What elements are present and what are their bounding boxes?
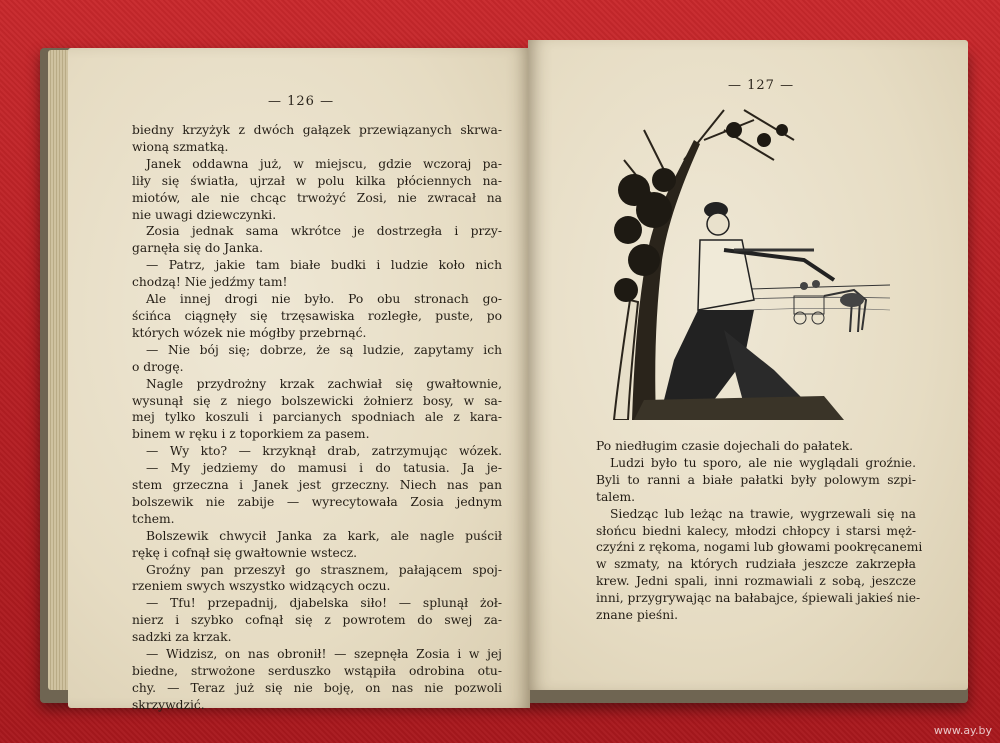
text-line: tchem. <box>132 511 175 526</box>
text-line: Ale innej drogi nie było. Po obu stronach go- <box>146 292 502 307</box>
right-page <box>528 40 968 690</box>
text-line: ścińca ciągnęły się trzęsawiska rozległe, puste, po <box>132 308 502 323</box>
illustration <box>604 100 890 420</box>
text-line: garnęła się do Janka. <box>132 241 263 256</box>
text-line: Nagle przydrożny krzak zachwiał się gwałtownie, <box>146 376 502 391</box>
text-line: Byli to ranni a białe pałatki były polowym szpi- <box>596 472 916 487</box>
text-line: których wózek nie mógłby przebrnąć. <box>132 325 367 340</box>
text-line: rękę i cofnął się gwałtownie wstecz. <box>132 545 358 560</box>
text-line: sadzki za krzak. <box>132 630 232 645</box>
text-line: talem. <box>596 489 636 504</box>
text-line: czyźni z rękoma, nogami lub głowami pookręcanemi <box>596 540 923 555</box>
text-line: — Patrz, jakie tam białe budki i ludzie koło nich <box>146 258 502 273</box>
text-line: Po niedługim czasie dojechali do pałatek. <box>596 439 854 453</box>
text-line: w szmaty, na których rudziała jeszcze zakrzepła <box>596 557 916 572</box>
left-page-text <box>132 122 502 714</box>
text-line: — Wy kto? — krzyknął drab, zatrzymując wózek. <box>146 444 502 459</box>
text-line: stem grzeczna i Janek jest grzeczny. Niech nas pan <box>132 478 502 493</box>
text-line: biedny krzyżyk z dwóch gałązek przewiązanych skrwa- <box>132 123 502 137</box>
text-line: słońcu biedni kalecy, młodzi chłopcy i starsi męż- <box>596 523 916 538</box>
page-number-right: — 127 — <box>728 78 795 93</box>
text-line: wysunął się z niego bolszewicki żołnierz bosy, w sa- <box>132 393 502 408</box>
text-line: Groźny pan przeszył go strasznem, pałającem spoj- <box>146 562 502 577</box>
left-page <box>68 48 530 712</box>
text-line: biedne, strwożone serduszko wstąpiła odrobina otu- <box>132 664 502 678</box>
text-line: mej tylko koszuli i parcianych spodniach ale z kara- <box>132 410 502 425</box>
text-line: wioną szmatką. <box>132 139 229 154</box>
text-line: — My jedziemy do mamusi i do tatusia. Ja je- <box>146 461 502 476</box>
text-line: skrzywdzić. <box>132 697 205 712</box>
text-line: binem w ręku i z toporkiem za pasem. <box>132 427 370 442</box>
text-line: — Tfu! przepadnij, djabelska siło! — splunął żoł- <box>146 596 502 611</box>
right-page-text <box>596 438 923 624</box>
text-line: krew. Jedni spali, inni rozmawiali z sobą, jeszcze <box>596 574 916 589</box>
text-line: znane pieśni. <box>596 608 678 623</box>
text-line: inni, przygrywając na bałabajce, śpiewali jakieś nie- <box>596 591 921 606</box>
text-line: Ludzi było tu sporo, ale nie wyglądali groźnie. <box>610 455 916 470</box>
text-line: Zosia jednak sama wkrótce je dostrzegła i przy- <box>146 224 502 239</box>
text-line: bolszewik nie zabije — wyrecytowała Zosia jednym <box>132 494 502 509</box>
text-line: chy. — Teraz już się nie boję, on nas nie pozwoli <box>132 680 502 695</box>
text-line: liły się światła, ujrzał w polu kilka płóciennych na- <box>132 173 502 188</box>
text-line: chodzą! Nie jedźmy tam! <box>132 275 288 290</box>
page-number-left: — 126 — <box>268 94 335 109</box>
text-line: — Widzisz, on nas obronił! — szepnęła Zosia i w jej <box>146 647 502 662</box>
text-line: o drogę. <box>132 359 184 374</box>
text-line: Bolszewik chwycił Janka za kark, ale nagle puścił <box>146 528 502 543</box>
text-line: Siedząc lub leżąc na trawie, wygrzewali się na <box>610 506 916 521</box>
text-line: miotów, ale nie chcąc trwożyć Zosi, nie zwracał na <box>132 190 502 205</box>
watermark: www.ay.by <box>933 724 992 737</box>
text-line: Janek oddawna już, w miejscu, gdzie wczoraj pa- <box>146 156 502 171</box>
text-line: — Nie bój się; dobrze, że są ludzie, zapytamy ich <box>146 342 502 357</box>
open-book <box>40 38 970 710</box>
text-line: rzeniem swych wszystko widzących oczu. <box>132 579 391 594</box>
text-line: nie uwagi dziewczynki. <box>132 207 277 222</box>
text-line: nierz i szybko cofnął się z powrotem do swej za- <box>132 613 502 628</box>
